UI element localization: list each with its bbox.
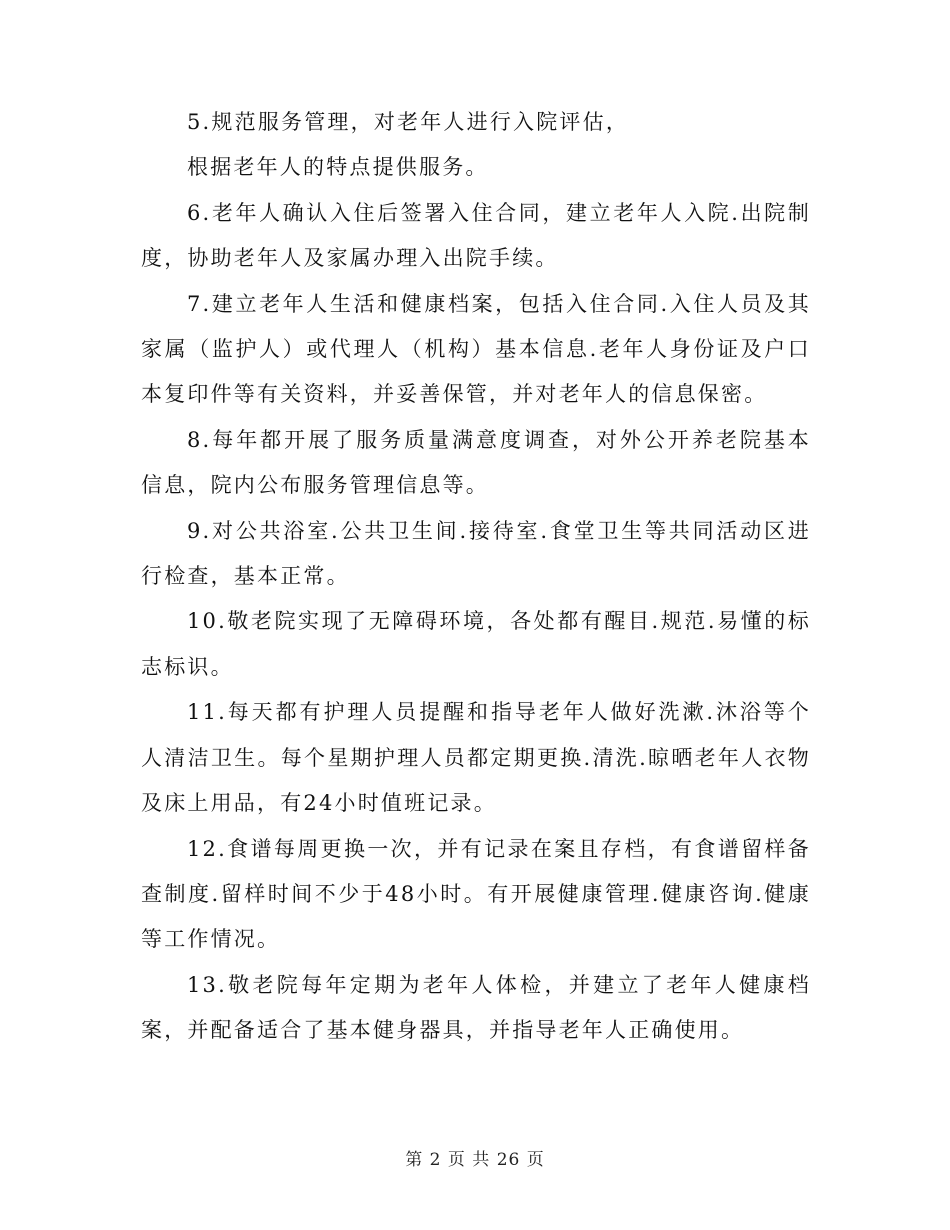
paragraph-3: 6.老年人确认入住后签署入住合同，建立老年人入院.出院制度，协助老年人及家属办理入出院手续。 <box>141 200 811 271</box>
paragraph-2: 根据老年人的特点提供服务。 <box>187 155 489 180</box>
paragraph-8: 11.每天都有护理人员提醒和指导老年人做好洗漱.沐浴等个人清洁卫生。每个星期护理人员都定期更换.清洗.晾晒老年人衣物及床上用品，有24小时值班记录。 <box>141 700 811 816</box>
paragraph-1: 5.规范服务管理，对老年人进行入院评估， <box>187 110 630 134</box>
paragraph-5: 8.每年都开展了服务质量满意度调查，对外公开养老院基本信息，院内公布服务管理信息等。 <box>141 427 811 498</box>
paragraph-4: 7.建立老年人生活和健康档案，包括入住合同.入住人员及其家属（监护人）或代理人（机构）基本信息.老年人身份证及户口本复印件等有关资料，并妥善保管，并对老年人的信息保密。 <box>141 291 811 407</box>
paragraph-7: 10.敬老院实现了无障碍环境，各处都有醒目.规范.易懂的标志标识。 <box>141 609 811 679</box>
document-body <box>141 100 811 1054</box>
paragraph-6: 9.对公共浴室.公共卫生间.接待室.食堂卫生等共同活动区进行检查，基本正常。 <box>141 518 811 589</box>
paragraph-9: 12.食谱每周更换一次，并有记录在案且存档，有食谱留样备查制度.留样时间不少于48小时。有开展健康管理.健康咨询.健康等工作情况。 <box>141 836 811 952</box>
paragraph-10: 13.敬老院每年定期为老年人体检，并建立了老年人健康档案，并配备适合了基本健身器具，并指导老年人正确使用。 <box>141 972 811 1043</box>
page-number-footer: 第 2 页 共 26 页 <box>405 1150 545 1170</box>
